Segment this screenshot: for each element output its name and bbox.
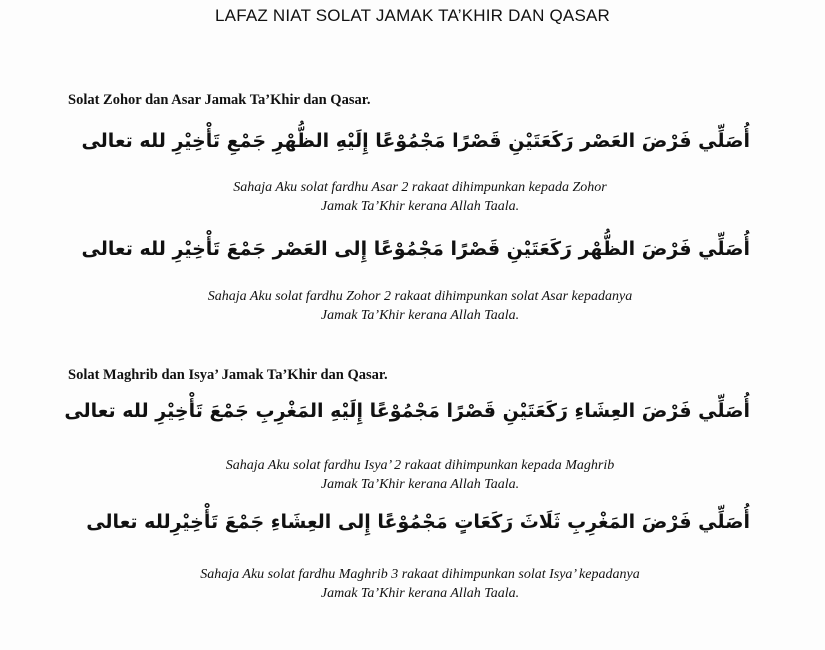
niat-arabic-maghrib: أُصَلِّي فَرْضَ المَغْرِبِ ثَلَاثَ رَكَعَاتٍ مَجْمُوْعًا إِلى العِشَاءِ جَمْعَ تَأْخِيْرِلله تعالى — [86, 511, 750, 533]
niat-translation-maghrib — [60, 565, 780, 603]
translation-line: Jamak Ta’Khir kerana Allah Taala. — [320, 586, 520, 601]
translation-line: Jamak Ta’Khir kerana Allah Taala. — [320, 308, 520, 323]
page-title: LAFAZ NIAT SOLAT JAMAK TA’KHIR DAN QASAR — [215, 6, 610, 25]
niat-translation-zohor — [60, 287, 780, 325]
niat-arabic-asar: أُصَلِّي فَرْضَ العَصْر رَكَعَتَيْنِ قَصْرًا مَجْمُوْعًا إِلَيْهِ الظُّهْرِ جَمْعِ تَأْخِيْرِ لله تعالى — [81, 130, 750, 152]
translation-line: Sahaja Aku solat fardhu Isya’ 2 rakaat dihimpunkan kepada Maghrib — [225, 458, 615, 473]
translation-line: Sahaja Aku solat fardhu Zohor 2 rakaat dihimpunkan solat Asar kepadanya — [207, 289, 633, 304]
niat-arabic-isya: أُصَلِّي فَرْضَ العِشَاءِ رَكَعَتَيْنِ قَصْرًا مَجْمُوْعًا إِلَيْهِ المَغْرِبِ جَمْعَ تَأْخِيْرِ لله تعالى — [64, 400, 750, 422]
section-heading-maghrib-isya: Solat Maghrib dan Isya’ Jamak Ta’Khir dan Qasar. — [68, 367, 388, 383]
niat-arabic-zohor: أُصَلِّي فَرْضَ الظُّهْر رَكَعَتَيْنِ قَصْرًا مَجْمُوْعًا إِلى العَصْر جَمْعَ تَأْخِيْرِ لله تعالى — [81, 238, 750, 260]
translation-line: Jamak Ta’Khir kerana Allah Taala. — [320, 199, 520, 214]
niat-translation-isya — [60, 456, 780, 494]
translation-line: Jamak Ta’Khir kerana Allah Taala. — [320, 477, 520, 492]
translation-line: Sahaja Aku solat fardhu Asar 2 rakaat dihimpunkan kepada Zohor — [233, 180, 607, 195]
section-heading-zohor-asar: Solat Zohor dan Asar Jamak Ta’Khir dan Qasar. — [68, 92, 371, 108]
niat-translation-asar — [60, 178, 780, 216]
translation-line: Sahaja Aku solat fardhu Maghrib 3 rakaat dihimpunkan solat Isya’ kepadanya — [200, 567, 640, 582]
